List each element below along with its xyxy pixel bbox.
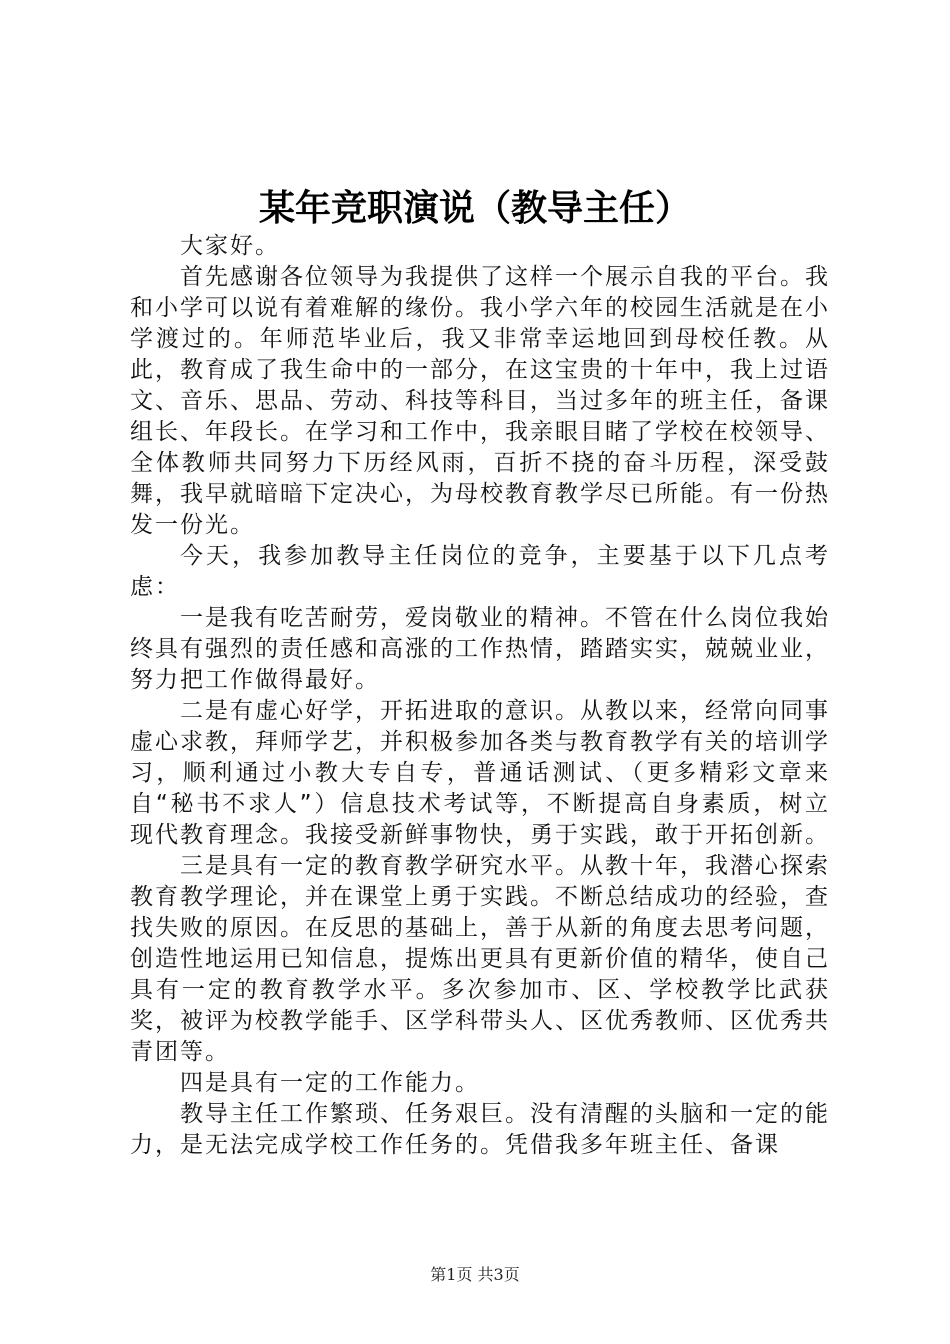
paragraph-reason-one: 一是我有吃苦耐劳，爱岗敬业的精神。不管在什么岗位我始终具有强烈的责任感和高涨的工作热情，踏踏实实，兢兢业业，努力把工作做得最好。 (130, 605, 830, 693)
paragraph-greeting: 大家好。 (180, 233, 280, 259)
page-number-footer: 第1页 共3页 (430, 1265, 520, 1284)
paragraph-reasons-intro: 今天，我参加教导主任岗位的竞争，主要基于以下几点考虑： (130, 543, 830, 600)
paragraph-reason-four: 四是具有一定的工作能力。 (180, 1070, 480, 1096)
paragraph-reason-two: 二是有虚心好学，开拓进取的意识。从教以来，经常向同事虚心求教，拜师学艺，并积极参加各类与教育教学有关的培训学习，顺利通过小教大专自专，普通话测试、（更多精彩文章来自“秘书不求人”）信息技术考试等，不断提高自身素质，树立现代教育理念。我接受新鲜事物快，勇于实践，敢于开拓创新。 (130, 698, 830, 848)
document-title: 某年竞职演说（教导主任） (258, 187, 691, 229)
paragraph-reason-three: 三是具有一定的教育教学研究水平。从教十年，我潜心探索教育教学理论，并在课堂上勇于实践。不断总结成功的经验，查找失败的原因。在反思的基础上，善于从新的角度去思考问题，创造性地运用已知信息，提炼出更具有更新价值的精华，使自己具有一定的教育教学水平。多次参加市、区、学校教学比武获奖，被评为校教学能手、区学科带头人、区优秀教师、区优秀共青团等。 (130, 853, 830, 1065)
paragraph-work-ability: 教导主任工作繁琐、任务艰巨。没有清醒的头脑和一定的能力，是无法完成学校工作任务的。凭借我多年班主任、备课 (130, 1101, 830, 1158)
paragraph-introduction: 首先感谢各位领导为我提供了这样一个展示自我的平台。我和小学可以说有着难解的缘份。我小学六年的校园生活就是在小学渡过的。年师范毕业后，我又非常幸运地回到母校任教。从此，教育成了我生命中的一部分，在这宝贵的十年中，我上过语文、音乐、思品、劳动、科技等科目，当过多年的班主任，备课组长、年段长。在学习和工作中，我亲眼目睹了学校在校领导、全体教师共同努力下历经风雨，百折不挠的奋斗历程，深受鼓舞，我早就暗暗下定决心，为母校教育教学尽已所能。有一份热发一份光。 (130, 264, 830, 538)
document-body (130, 231, 830, 1161)
